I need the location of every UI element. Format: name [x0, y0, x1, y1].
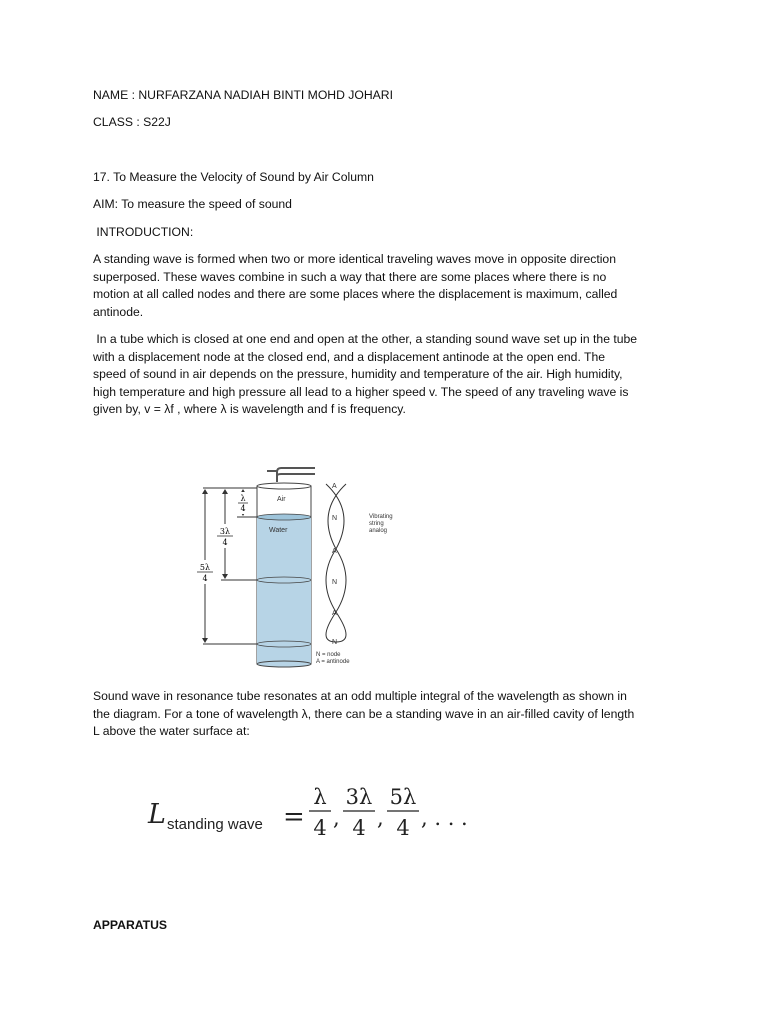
text-line: given by, v = λf , where λ is wavelength and f is frequency. [93, 402, 406, 416]
fraction-3-denominator: 4 [396, 816, 410, 840]
standing-wave-formula [140, 778, 470, 848]
intro-paragraph-1 [93, 251, 683, 321]
antinode-label: A [332, 548, 337, 555]
text-line: Sound wave in resonance tube resonates at an odd multiple integral of the wavelength as shown in [93, 689, 627, 703]
svg-text:,: , [377, 806, 384, 830]
antinode-label: A [332, 483, 337, 490]
string-label-line1: Vibrating [369, 514, 393, 520]
node-label: N [332, 515, 338, 522]
dim-3lambda-4-num: 3λ [219, 527, 231, 536]
legend-node: N = node [316, 652, 341, 658]
text-line: L above the water surface at: [93, 724, 250, 738]
resonance-paragraph [93, 688, 683, 741]
text-line: A standing wave is formed when two or more identical traveling waves move in opposite direction [93, 252, 616, 266]
antinode-label: A [332, 610, 337, 617]
formula-subscript: standing wave [167, 816, 263, 833]
fraction-1-numerator: λ [313, 785, 327, 809]
air-label: Air [277, 496, 286, 503]
tuning-fork-icon [267, 468, 315, 482]
fraction-3-numerator: 5λ [389, 785, 417, 809]
formula-equals: = [283, 802, 305, 832]
dim-5lambda-4-num: 5λ [199, 563, 211, 572]
text-line: motion at all called nodes and there are some places where the displacement is maximum, called [93, 287, 618, 301]
text-line: antinode. [93, 304, 144, 319]
node-label: N [332, 639, 338, 646]
string-label-line3: analog [369, 528, 388, 534]
fraction-2-denominator: 4 [352, 816, 366, 840]
formula-lhs: L [148, 799, 166, 830]
text-line: with a displacement node at the closed end, and a displacement antinode at the open end. The [93, 349, 606, 364]
introduction-heading: INTRODUCTION: [93, 225, 194, 239]
fraction-2-numerator: 3λ [345, 785, 373, 809]
vibrating-string-waves [326, 484, 346, 642]
resonance-tube-diagram [185, 462, 540, 672]
node-label: N [332, 579, 338, 586]
apparatus-heading: APPARATUS [93, 918, 168, 932]
dim-lambda-4-num: λ [240, 494, 246, 503]
student-class: CLASS : S22J [93, 115, 171, 129]
water-label: Water [269, 527, 288, 534]
formula-ellipsis: , . . . [421, 806, 468, 830]
text-line: high temperature and high pressure all lead to a higher speed v. The speed of any traveling wave is [93, 384, 629, 399]
dim-3lambda-4-den: 4 [222, 538, 228, 547]
text-line: speed of sound in air depends on the pressure, humidity and temperature of the air. High humidity, [93, 367, 623, 381]
experiment-aim: AIM: To measure the speed of sound [93, 197, 292, 211]
fraction-1-denominator: 4 [313, 816, 327, 840]
svg-text:,: , [333, 806, 340, 830]
string-label-line2: string [369, 521, 384, 527]
intro-paragraph-2 [93, 331, 683, 419]
legend-antinode: A = antinode [316, 659, 350, 665]
text-line: the diagram. For a tone of wavelength λ, there can be a standing wave in an air-filled cavity of length [93, 706, 635, 721]
experiment-title: 17. To Measure the Velocity of Sound by Air Column [93, 170, 374, 184]
dim-lambda-4-den: 4 [240, 504, 246, 513]
text-line: In a tube which is closed at one end and open at the other, a standing sound wave set up in the tube [93, 332, 638, 346]
text-line: superposed. These waves combine in such a way that there are some places where there is no [93, 269, 607, 284]
student-name: NAME : NURFARZANA NADIAH BINTI MOHD JOHARI [93, 88, 393, 102]
dim-5lambda-4-den: 4 [202, 574, 208, 583]
